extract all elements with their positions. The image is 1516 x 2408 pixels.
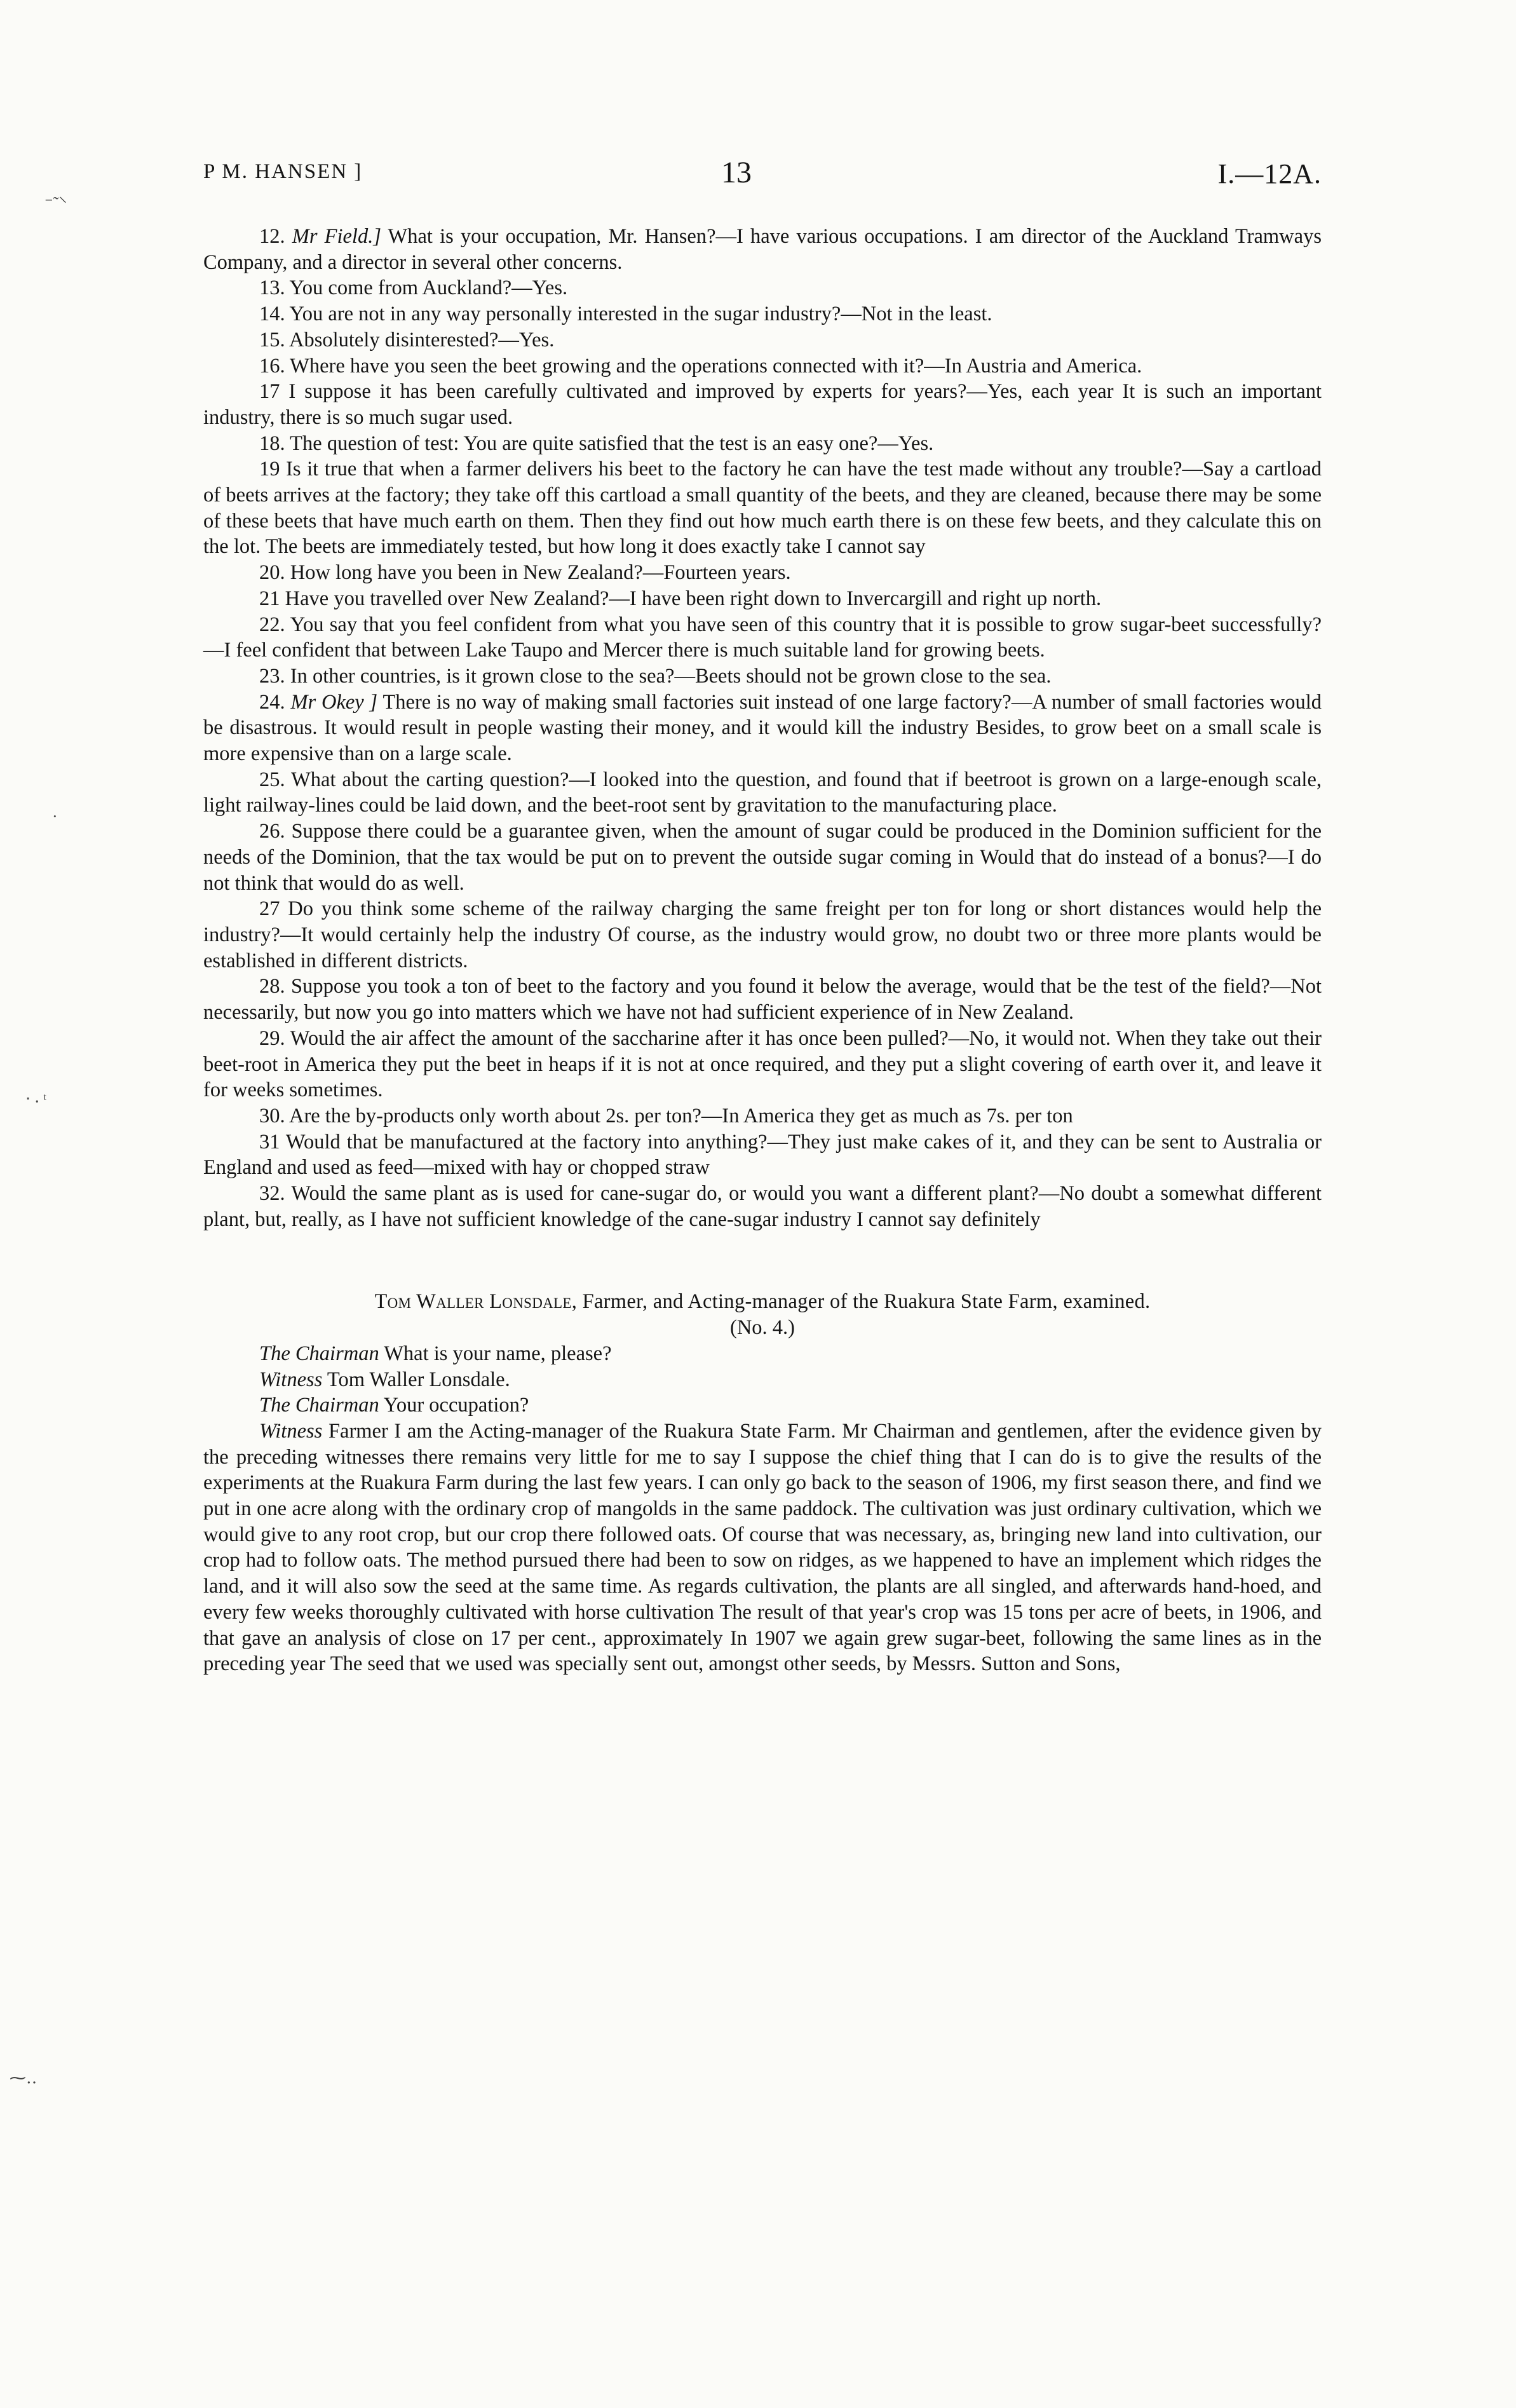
question-paragraph: 20. How long have you been in New Zealand?—Fourteen years. [259,561,791,585]
question-paragraph: 25. What about the carting question?—I looked into the question, and found that if beetroot is grown on a large-enough scale, light railway-lines could be laid down, and the beet-root sent by gravitation to the manufacturing place. [203,768,1322,817]
question-paragraph: 32. Would the same plant as is used for cane-sugar do, or would you want a different plant?—No doubt a somewhat different plant, but, really, as I have not sufficient knowledge of the cane-sugar industry I cannot say definitely [203,1182,1322,1231]
question-paragraph: 22. You say that you feel confident from what you have seen of this country that it is possible to grow sugar-beet successfully?—I feel confident that between Lake Taupo and Mercer there is much suitable land for growing beets. [203,613,1322,662]
witness-statement: Witness Farmer I am the Acting-manager of the Ruakura State Farm. Mr Chairman and gentlemen, after the evidence given by the preceding witnesses there remains very little for me to say I suppose the chief thing that I can do is to give the results of the experiments at the Ruakura Farm during the last few years. I can only go back to the season of 1906, my first season there, and find we put in one acre along with the ordinary crop of mangolds in the same paddock. The cultivation was just ordinary cultivation, which we would give to any root crop, but our crop there followed oats. Of course that was necessary, as, bringing new land into cultivation, our crop had to follow oats. The method pursued there had been to sow on ridges, as we happened to have an implement which ridges the land, and it will also sow the seed at the same time. As regards cultivation, the plants are all singled, and afterwards hand-hoed, and every few weeks thoroughly cultivated with horse cultivation The result of that year's crop was 15 tons per acre of beets, in 1906, and that gave an analysis of close on 17 per cent., approximately In 1907 we again grew sugar-beet, following the same lines as in the preceding year The seed that we used was specially sent out, amongst other seeds, by Messrs. Sutton and Sons, [203,1419,1322,1676]
question-paragraph: 28. Suppose you took a ton of beet to the factory and you found it below the average, would that be the test of the field?—Not necessarily, but now you go into matters which we have not had sufficient experience of in New Zealand. [203,975,1322,1024]
dialogue-line: The Chairman Your occupation? [259,1394,529,1417]
question-paragraph: 17 I suppose it has been carefully cultivated and improved by experts for years?—Yes, each year It is such an important industry, there is so much sugar used. [203,380,1322,429]
question-paragraph: 18. The question of test: You are quite satisfied that the test is an easy one?—Yes. [259,432,934,455]
witness-heading [203,1289,1322,1315]
dialogue-line: The Chairman What is your name, please? [259,1342,612,1365]
running-head: P M. HANSEN ] [203,160,363,183]
margin-mark: ‧ ⸳ ᵗ [25,1090,47,1108]
question-paragraph: 23. In other countries, is it grown close to the sea?—Beets should not be grown close to the sea. [259,664,1052,688]
question-paragraph: 12. Mr Field.] What is your occupation, Mr. Hansen?—I have various occupations. I am director of the Auckland Tramways Company, and a director in several other concerns. [203,225,1322,274]
question-paragraph: 31 Would that be manufactured at the factory into anything?—They just make cakes of it, and they can be sent to Australia or England and used as feed—mixed with hay or chopped straw [203,1130,1322,1180]
question-paragraph: 24. Mr Okey ] There is no way of making small factories suit instead of one large factory?—A number of small factories would be disastrous. It would result in people wasting their money, and it would kill the industry Besides, to grow beet on a small scale is more expensive than on a large scale. [203,690,1322,766]
page-header [203,156,1322,205]
margin-mark: ⁓‥ [10,2069,37,2087]
question-paragraph: 15. Absolutely disinterested?—Yes. [259,328,555,351]
question-paragraph: 19 Is it true that when a farmer delivers his beet to the factory he can have the test made without any trouble?—Say a cartload of beets arrives at the factory; they take off this cartload a small quantity of the beets, and they are cleaned, because there may be some of these beets that have much earth on them. Then they find out how much earth there is on these few beets, and they calculate this on the lot. The beets are immediately tested, but how long it does exactly take I cannot say [203,458,1322,559]
question-paragraph: 29. Would the air affect the amount of the saccharine after it has once been pulled?—No, it would not. When they take out their beet-root in America they put the beet in heaps if it is not at once required, and they put a slight covering of earth over it, and leave it for weeks sometimes. [203,1026,1322,1102]
dialogue-line: Witness Tom Waller Lonsdale. [259,1368,510,1391]
question-paragraph: 27 Do you think some scheme of the railway charging the same freight per ton for long or short distances would help the industry?—It would certainly help the industry Of course, as the industry would grow, no doubt two or three more plants would be established in different districts. [203,897,1322,972]
margin-mark: ⁻˜⸌ [44,194,67,212]
witness-number: (No. 4.) [730,1316,795,1340]
question-paragraph: 13. You come from Auckland?—Yes. [259,276,568,300]
paper-reference: I.—12A. [1217,158,1322,189]
question-paragraph: 14. You are not in any way personally interested in the sugar industry?—Not in the least. [259,303,992,326]
question-paragraph: 30. Are the by-products only worth about 2s. per ton?—In America they get as much as 7s. per ton [259,1104,1073,1127]
page-body [203,224,1322,1677]
witness-description: Farmer, and Acting-manager of the Ruakura State Farm, examined. [582,1290,1151,1314]
margin-mark: · [52,807,58,826]
question-paragraph: 16. Where have you seen the beet growing and the operations connected with it?—In Austria and America. [259,354,1142,378]
witness-name: Tom Waller Lonsdale, [374,1290,578,1314]
page-number: 13 [721,156,752,189]
question-paragraph: 26. Suppose there could be a guarantee given, when the amount of sugar could be produced in the Dominion sufficient for the needs of the Dominion, that the tax would be put on to prevent the outside sugar coming in Would that do instead of a bonus?—I do not think that would do as well. [203,820,1322,895]
question-paragraph: 21 Have you travelled over New Zealand?—I have been right down to Invercargill and right up north. [259,587,1102,610]
